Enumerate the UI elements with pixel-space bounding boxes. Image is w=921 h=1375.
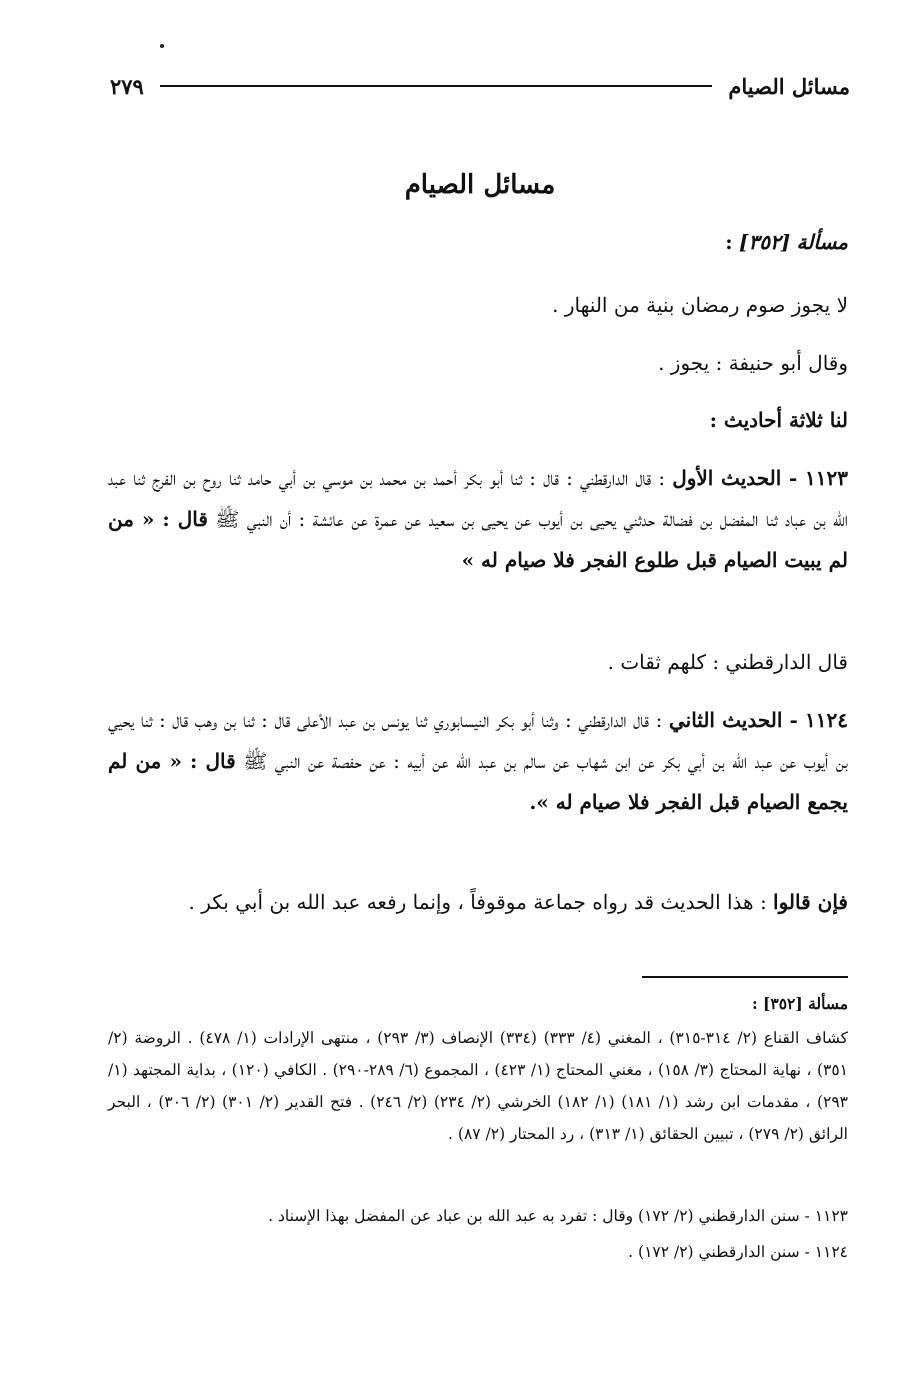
hadith-1123-label: ١١٢٣ - الحديث الأول — [672, 466, 848, 490]
header-rule — [160, 85, 713, 87]
paragraph-evidence-intro: لنا ثلاثة أحاديث : — [709, 408, 848, 432]
masala-label: مسألة — [796, 230, 848, 254]
footnote-heading: مسألة [٣٥٢] : — [751, 994, 848, 1013]
masala-number: [٣٥٢] — [739, 230, 791, 254]
masala-colon: : — [725, 230, 733, 254]
paragraph-abu-hanifa: وقال أبو حنيفة : يجوز . — [658, 351, 848, 375]
hadith-1124-text: : قال الدارقطني : وثنا أبو بكر النيسابوري ثنا يونس بن عبد الأعلى قال : ثنا بن وهب قال : ثنا يحيي بن أيوب عن عبد الله بن أبي بكر عن ابن شهاب عن سالم بن عبد الله عن أبيه : عن حفصة عن النبي ﷺ — [108, 708, 849, 773]
running-title: مسائل الصيام — [728, 73, 850, 99]
footnote-rule — [642, 976, 848, 978]
chapter-title: مسائل الصيام — [404, 170, 556, 200]
masala-heading — [108, 222, 848, 263]
hadith-1124-quote: قال : « من لم يجمع الصيام قبل الفجر فلا صيام له ». — [108, 749, 848, 814]
hadith-1123-quote: قال : « من لم يبيت الصيام قبل طلوع الفجر فلا صيام له » — [108, 507, 848, 572]
footnote-1123: ١١٢٣ - سنن الدارقطني (٢/ ١٧٢) وقال : تفرد به عبد الله بن عباد عن المفضل بهذا الإسناد . — [268, 1207, 848, 1225]
footnote-references: كشاف القناع (٢/ ٣١٤-٣١٥) ، المغني (٤/ ٣٣٣) (٣٣٤) الإنصاف (٣/ ٢٩٣) ، منتهى الإرادات (١/ ٤٧٨) . الروضة (٢/ ٣٥١) ، نهاية المحتاج (٣/ ١٥٨) ، مغني المحتاج (١/ ٤٢٣) ، المجموع (٦/ ٢٨٩-٢٩٠) . الكافي (١٢٠) ، بداية المجتهد (١/ ٢٩٣) ، مقدمات ابن رشد (١/ ١٨١) (١/ ١٨٢) الخرشي (٢/ ٢٣٤) (٢/ ٢٤٦) . فتح القدير (٢/ ٣٠١) (٢/ ٣٠٦) ، البحر الرائق (٢/ ٢٧٩) ، تبيين الحقائق (١/ ٣١٣) ، رد المحتار (٢/ ٨٧) . — [108, 1029, 849, 1143]
footnote-1124: ١١٢٤ - سنن الدارقطني (٢/ ١٧٢) . — [628, 1243, 848, 1261]
hadith-1124-label: ١١٢٤ - الحديث الثاني — [668, 708, 848, 732]
running-header — [110, 66, 850, 106]
paragraph-daraqutni-comment: قال الدارقطني : كلهم ثقات . — [607, 650, 848, 674]
hadith-1124 — [108, 700, 848, 823]
hadith-1123 — [108, 458, 848, 581]
paragraph-objection — [108, 882, 848, 923]
paragraph-ruling: لا يجوز صوم رمضان بنية من النهار . — [552, 293, 848, 317]
page-number: ٢٧٩ — [110, 73, 144, 99]
ink-speck — [160, 44, 164, 48]
hadith-1123-text: : قال الدارقطني : قال : ثنا أبو بكر أحمد بن محمد بن موسي بن أبي حامد ثنا روح بن الفرج ثنا عبد الله بن عباد ثنا المفضل بن فضالة حدثني يحيى بن أيوب عن يحيى بن سعيد عن عمرة عن عائشة : أن النبي ﷺ — [108, 466, 848, 531]
objection-text: : هذا الحديث قد رواه جماعة موقوفاً ، وإنما رفعه عبد الله بن أبي بكر . — [188, 890, 774, 914]
objection-lead: فإن قالوا — [773, 890, 848, 914]
